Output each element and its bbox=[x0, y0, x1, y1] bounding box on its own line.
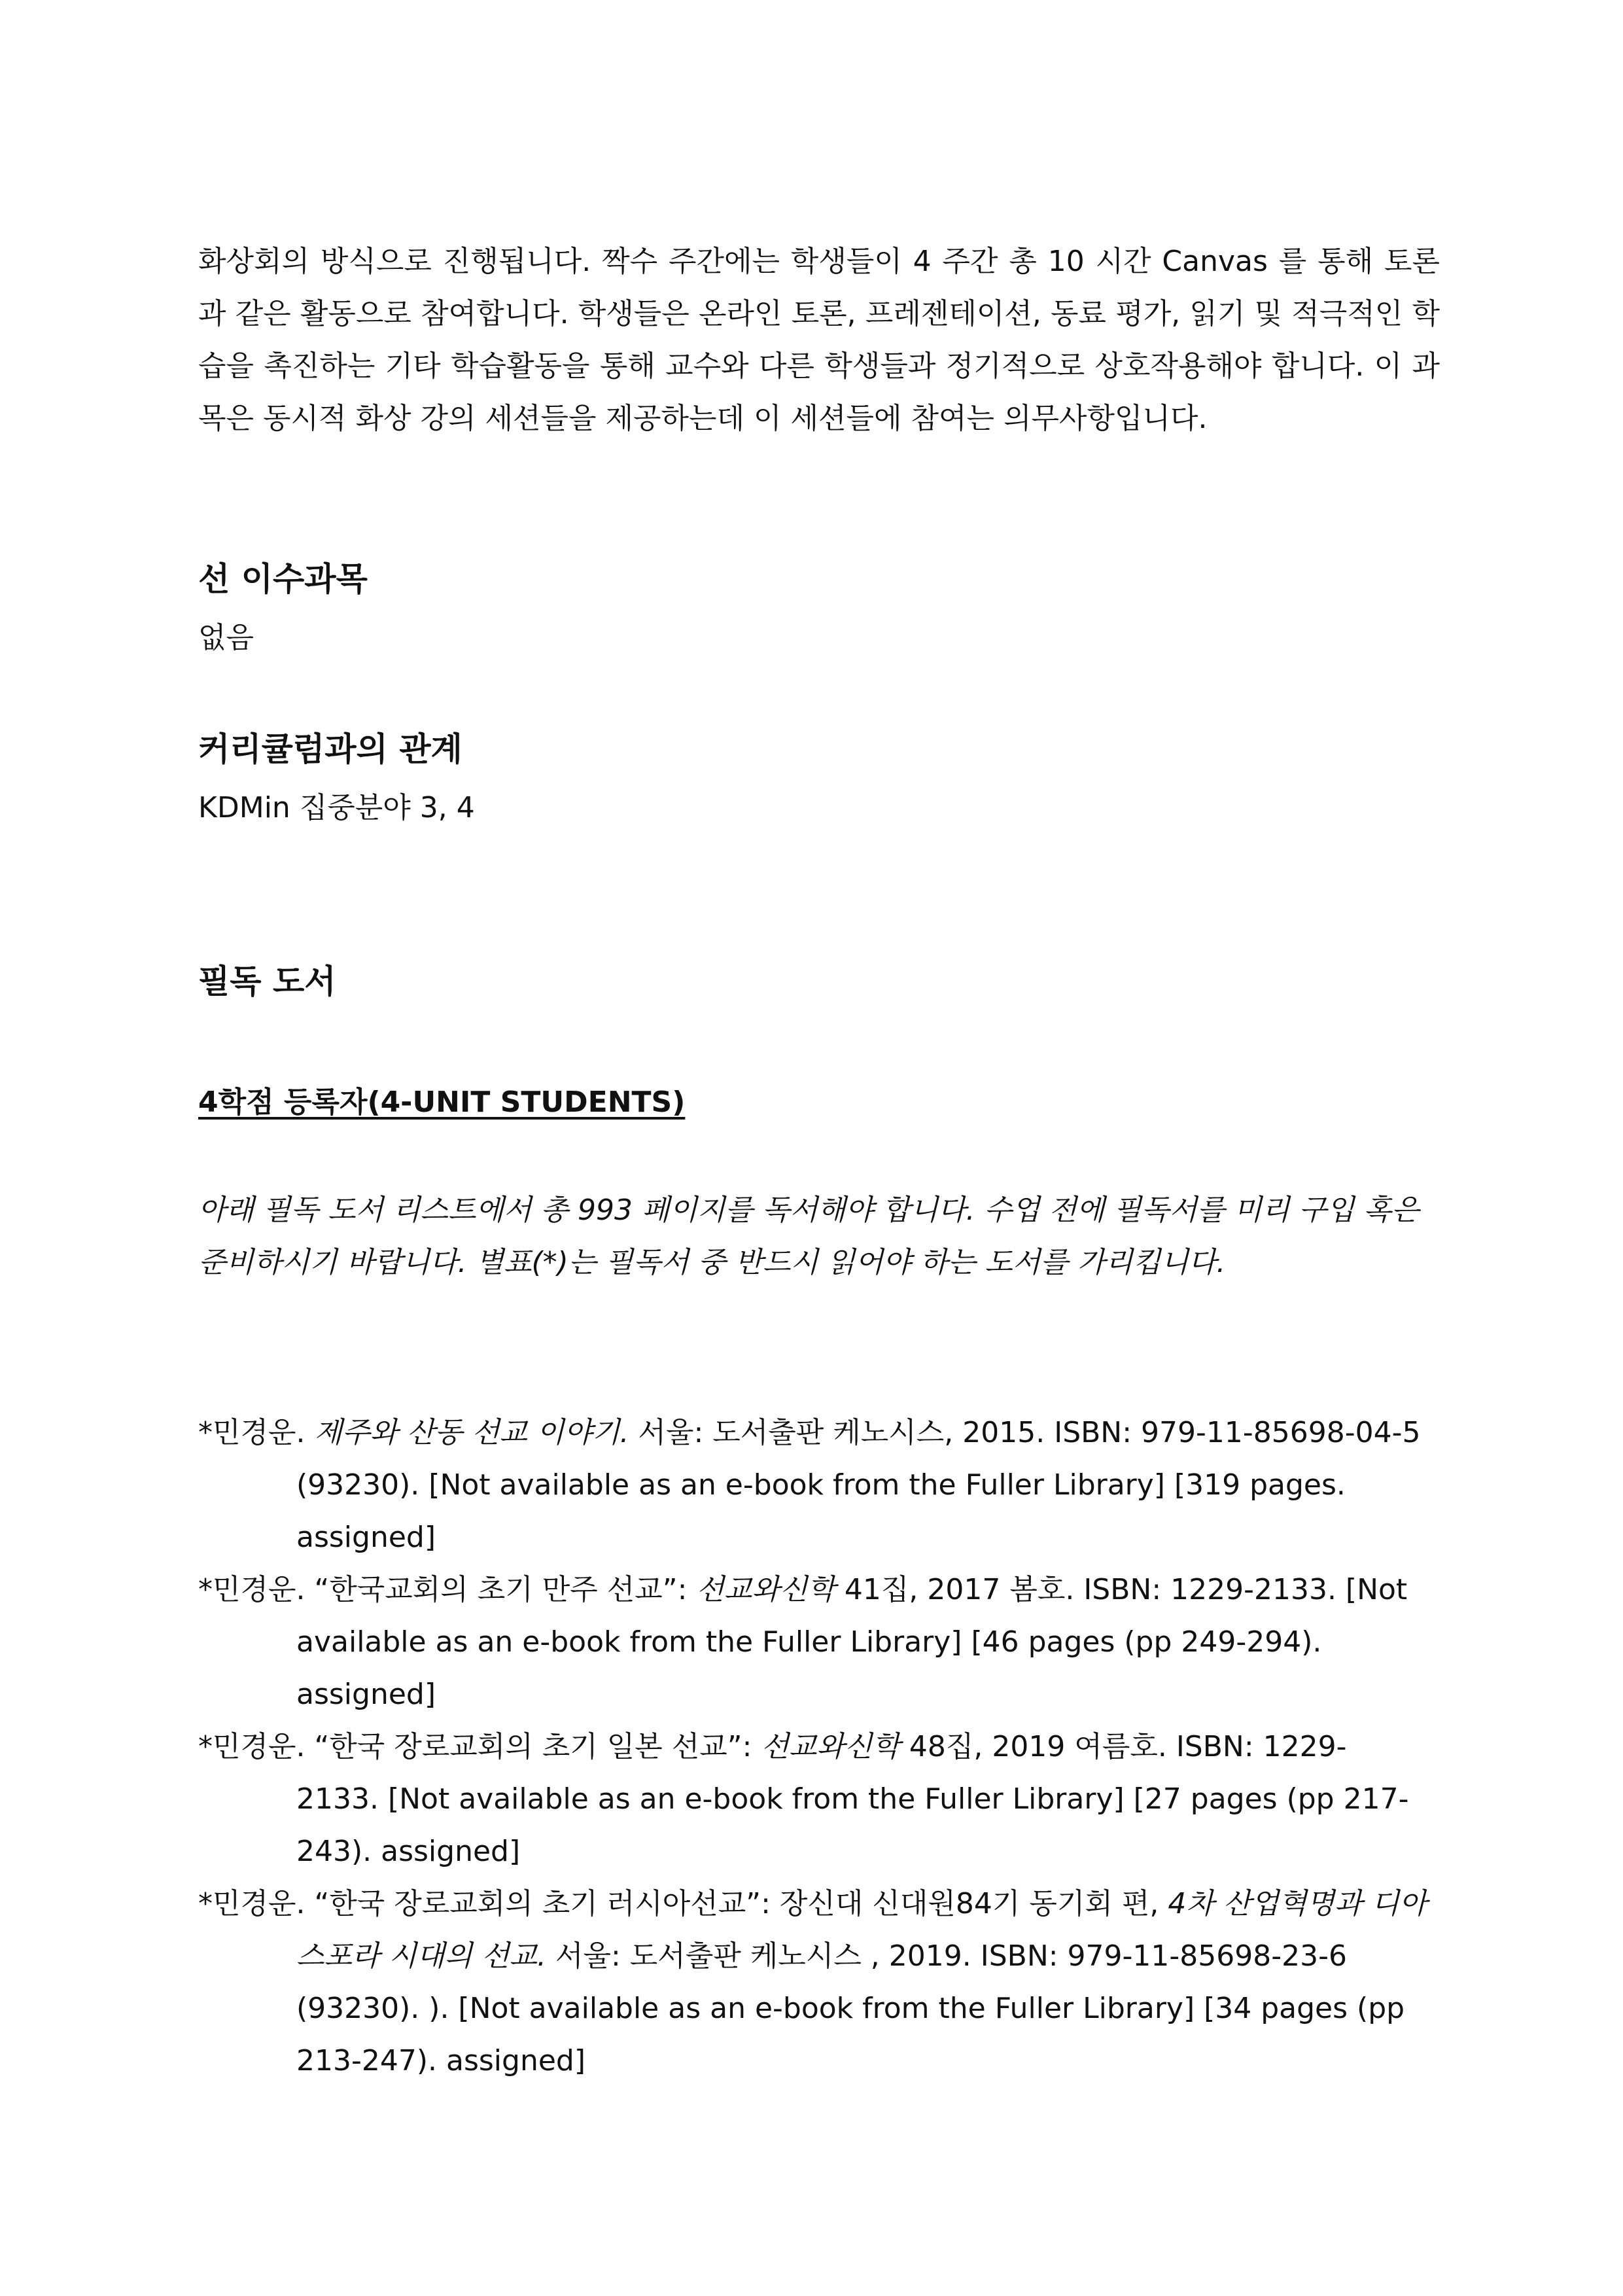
entry-title: 선교와신학 bbox=[761, 1730, 900, 1763]
bibliography-entry bbox=[198, 1721, 1428, 1878]
intro-paragraph: 화상회의 방식으로 진행됩니다. 짝수 주간에는 학생들이 4 주간 총 10 시간 Canvas 를 통해 토론과 같은 활동으로 참여합니다. 학생들은 온라인 토론, 프레젠테이션, 동료 평가, 읽기 및 적극적인 학습을 촉진하는 기타 학습활동을 통해 교수와 다른 학생들과 정기적으로 상호작용해야 합니다. 이 과목은 동시적 화상 강의 세션들을 제공하는데 이 세션들에 참여는 의무사항입니다. bbox=[198, 245, 1440, 435]
reading-instruction-note: 아래 필독 도서 리스트에서 총 993 페이지를 독서해야 합니다. 수업 전에 필독서를 미리 구입 혹은 준비하시기 바랍니다. 별표(*)는 필독서 중 반드시 읽어야 하는 도서를 가리킵니다. bbox=[198, 1193, 1420, 1279]
curriculum-heading: 커리큘럼과의 관계 bbox=[198, 730, 462, 768]
prerequisites-heading: 선 이수과목 bbox=[198, 560, 368, 598]
entry-details: 서울: 도서출판 케노시스, 2015. ISBN: 979-11-85698-04-5 (93230). [Not available as an e-book from the Fuller Library] [319 pages. assigned] bbox=[296, 1416, 1421, 1554]
curriculum-value: KDMin 집중분야 3, 4 bbox=[198, 791, 475, 824]
required-reading-heading: 필독 도서 bbox=[198, 963, 336, 1000]
unit-students-subheading: 4학점 등록자(4-UNIT STUDENTS) bbox=[198, 1086, 686, 1119]
bibliography-entry bbox=[198, 1407, 1428, 1564]
prerequisites-value: 없음 bbox=[198, 621, 254, 654]
bibliography-entry bbox=[198, 1564, 1428, 1721]
entry-prefix: *민경운. “한국교회의 초기 만주 선교”: bbox=[198, 1573, 697, 1606]
bibliography-entry bbox=[198, 1878, 1428, 2087]
entry-prefix: *민경운. “한국 장로교회의 초기 일본 선교”: bbox=[198, 1730, 761, 1763]
entry-title: 제주와 산동 선교 이야기. bbox=[314, 1416, 629, 1449]
entry-prefix: *민경운. bbox=[198, 1416, 315, 1449]
bibliography-list bbox=[198, 1407, 1428, 2087]
entry-details: 41집, 2017 봄호. ISBN: 1229-2133. [Not available as an e-book from the Fuller Library] [46 pages (pp 249-294). assigned] bbox=[296, 1573, 1408, 1711]
entry-title: 선교와신학 bbox=[696, 1573, 835, 1606]
entry-prefix: *민경운. “한국 장로교회의 초기 러시아선교”: 장신대 신대원84기 동기회 편, bbox=[198, 1887, 1168, 1920]
entry-title: 4차 산업혁명과 디아스포라 시대의 선교. bbox=[296, 1887, 1427, 1973]
entry-details: 서울: 도서출판 케노시스 , 2019. ISBN: 979-11-85698-23-6 (93230). ). [Not available as an e-book from the Fuller Library] [34 pages (pp 213-247). assigned] bbox=[296, 1939, 1405, 2077]
entry-details: 48집, 2019 여름호. ISBN: 1229-2133. [Not available as an e-book from the Fuller Library] [27 pages (pp 217-243). assigned] bbox=[296, 1730, 1409, 1868]
